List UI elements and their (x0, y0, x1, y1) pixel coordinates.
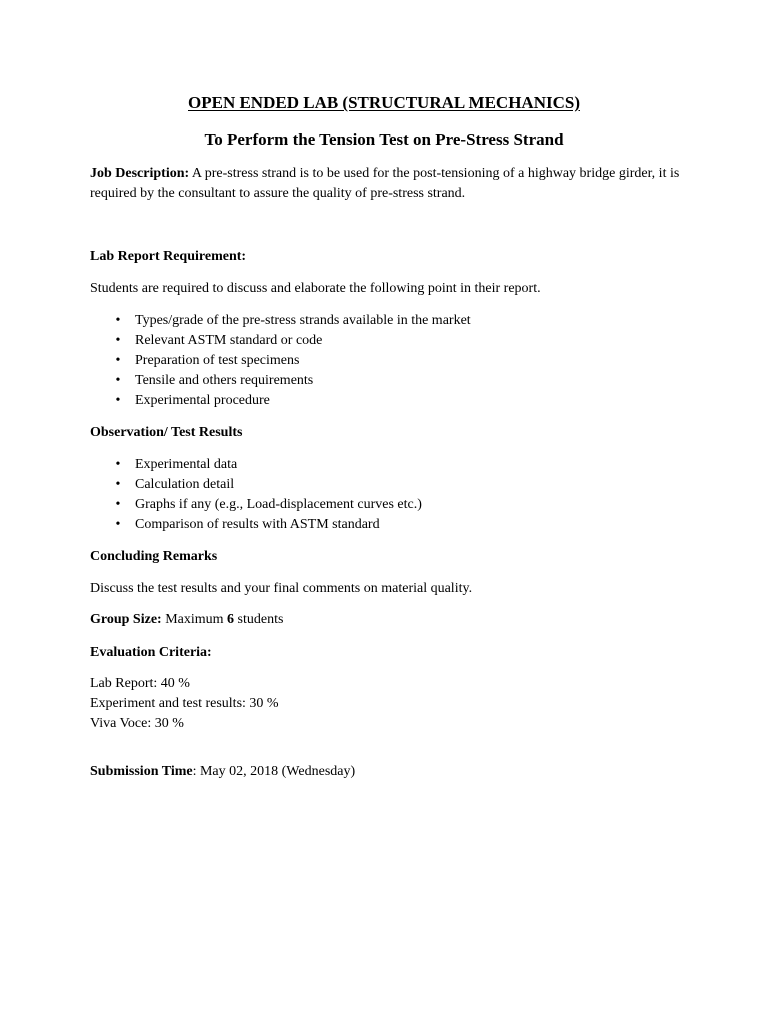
bullet-icon: • (115, 457, 121, 472)
list-item (90, 311, 690, 331)
bullet-icon: • (115, 517, 121, 532)
list-item (90, 515, 690, 535)
list-item (90, 371, 690, 391)
bullet-icon: • (115, 313, 121, 328)
evaluation-criteria (90, 674, 690, 734)
list-item-text: Experimental data (135, 457, 238, 472)
list-item-text: Tensile and others requirements (135, 373, 314, 388)
list-item (90, 495, 690, 515)
job-description-text-2: required by the consultant to assure the quality of pre-stress strand. (90, 186, 466, 201)
bullet-icon: • (115, 353, 121, 368)
bullet-icon: • (115, 373, 121, 388)
list-item (90, 475, 690, 495)
list-item (90, 391, 690, 411)
group-size-number: 6 (227, 612, 235, 627)
list-item (90, 331, 690, 351)
evaluation-line: Viva Voce: 30 % (90, 716, 184, 731)
group-size (90, 610, 690, 630)
list-item-text: Relevant ASTM standard or code (135, 333, 323, 348)
list-item-text: Experimental procedure (135, 393, 270, 408)
list-item (90, 351, 690, 371)
evaluation-heading: Evaluation Criteria: (90, 645, 212, 660)
group-size-text-after: students (234, 612, 284, 627)
group-size-label: Group Size: (90, 612, 162, 627)
job-description-text-1: A pre-stress strand is to be used for the post-tensioning of a highway bridge girder, it is (189, 166, 680, 181)
document-subtitle: To Perform the Tension Test on Pre-Stress Strand (204, 130, 564, 149)
bullet-icon: • (115, 497, 121, 512)
evaluation-line: Lab Report: 40 % (90, 676, 190, 691)
list-item-text: Types/grade of the pre-stress strands available in the market (135, 313, 471, 328)
bullet-icon: • (115, 393, 121, 408)
submission-text: : May 02, 2018 (Wednesday) (192, 764, 356, 779)
lab-report-list (90, 311, 690, 411)
list-item-text: Graphs if any (e.g., Load-displacement curves etc.) (135, 497, 422, 512)
group-size-text-before: Maximum (161, 612, 228, 627)
list-item (90, 455, 690, 475)
submission-label: Submission Time (90, 764, 193, 779)
job-description-label: Job Description: (90, 166, 190, 181)
lab-report-intro: Students are required to discuss and elaborate the following point in their report. (90, 281, 541, 296)
list-item-text: Comparison of results with ASTM standard (135, 517, 380, 532)
bullet-icon: • (115, 333, 121, 348)
list-item-text: Preparation of test specimens (135, 353, 300, 368)
observation-list (90, 455, 690, 535)
submission-time (90, 762, 690, 782)
bullet-icon: • (115, 477, 121, 492)
list-item-text: Calculation detail (135, 477, 235, 492)
observation-heading: Observation/ Test Results (90, 425, 243, 440)
concluding-text: Discuss the test results and your final comments on material quality. (90, 581, 473, 596)
document-title: OPEN ENDED LAB (STRUCTURAL MECHANICS) (188, 93, 580, 112)
job-description (90, 164, 690, 204)
lab-report-heading: Lab Report Requirement: (90, 249, 247, 264)
evaluation-line: Experiment and test results: 30 % (90, 696, 279, 711)
concluding-heading: Concluding Remarks (90, 549, 218, 564)
